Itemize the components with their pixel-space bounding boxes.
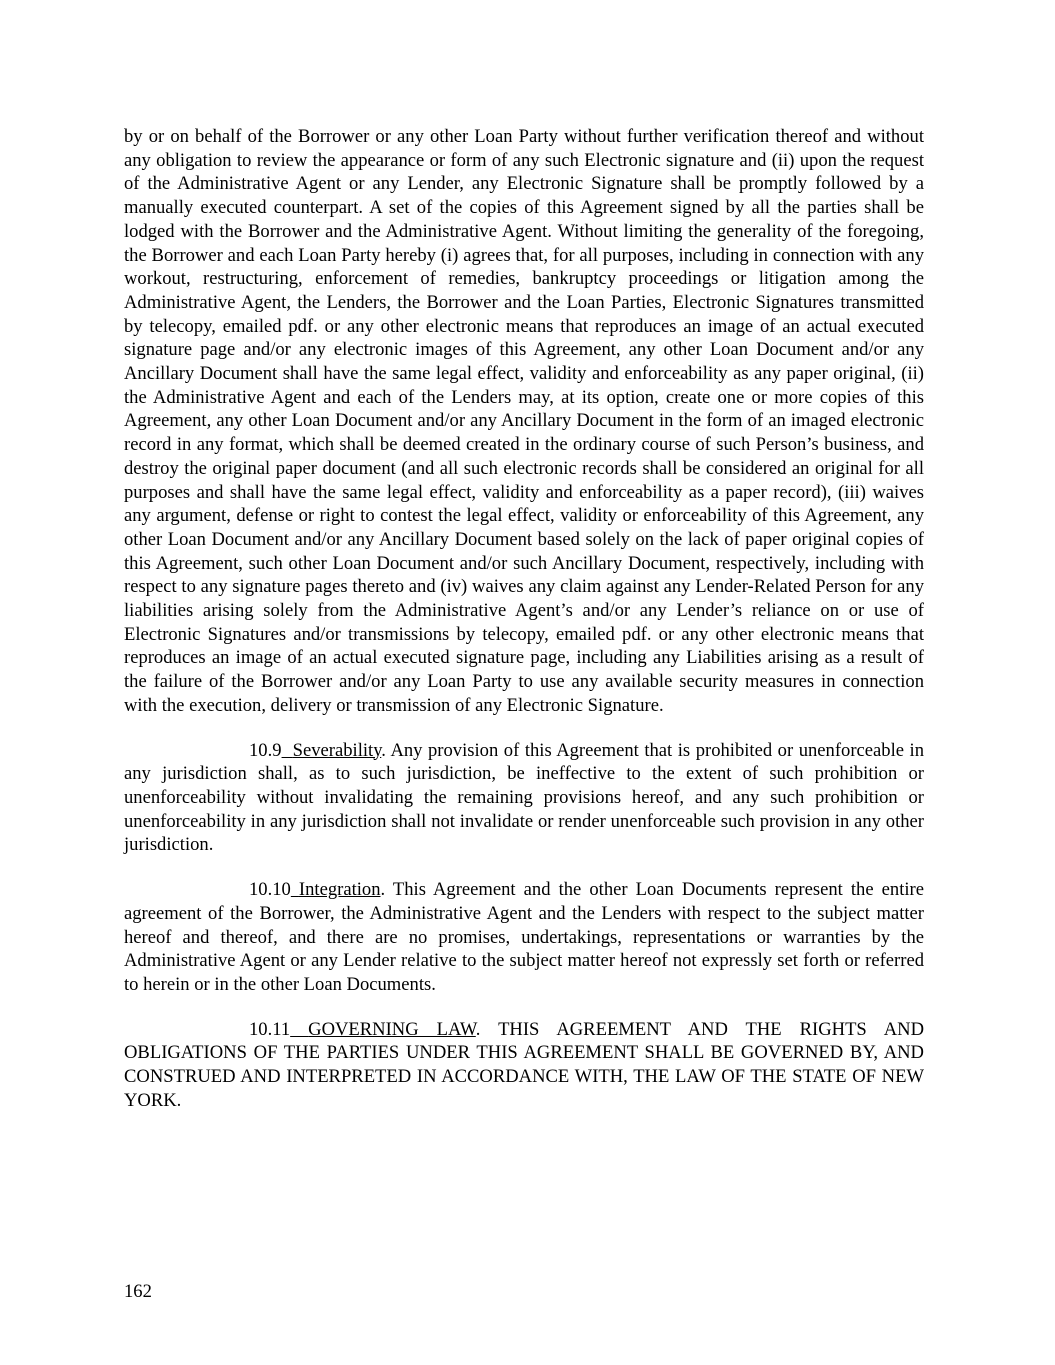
section-10-11: [124, 1018, 924, 1113]
section-body: . THIS AGREEMENT AND THE RIGHTS AND OBLIGATIONS OF THE PARTIES UNDER THIS AGREEMENT SHALL BE GOVERNED BY, AND CONSTRUED AND INTERPRETED IN ACCORDANCE WITH, THE LAW OF THE STATE OF NEW YORK.: [124, 1018, 925, 1111]
section-title: GOVERNING LAW: [308, 1018, 476, 1040]
section-10-9: [124, 739, 924, 858]
page-number: 162: [124, 1281, 152, 1302]
section-title: Severability: [292, 739, 382, 761]
section-gap: [290, 1019, 308, 1040]
continuation-paragraph: by or on behalf of the Borrower or any other Loan Party without further verification thereof and without any obligation to review the appearance or form of any such Electronic signature and (ii) upon the request of the Administrative Agent or any Lender, any Electronic Signature shall be promptly followed by a manually executed counterpart. A set of the copies of this Agreement signed by all the parties shall be lodged with the Borrower and the Administrative Agent. Without limiting the generality of the foregoing, the Borrower and each Loan Party hereby (i) agrees that, for all purposes, including in connection with any workout, restructuring, enforcement of remedies, bankruptcy proceedings or litigation among the Administrative Agent, the Lenders, the Borrower and the Loan Parties, Electronic Signatures transmitted by telecopy, emailed pdf. or any other electronic means that reproduces an image of an actual executed signature page and/or any electronic images of this Agreement, any other Loan Document and/or any Ancillary Document shall have the same legal effect, validity and enforceability as any paper original, (ii) the Administrative Agent and each of the Lenders may, at its option, create one or more copies of this Agreement, any other Loan Document and/or any Ancillary Document in the form of an imaged electronic record in any format, which shall be deemed created in the ordinary course of such Person’s business, and destroy the original paper document (and all such electronic records shall be considered an original for all purposes and shall have the same legal effect, validity and enforceability as a paper record), (iii) waives any argument, defense or right to contest the legal effect, validity or enforceability of this Agreement, any other Loan Document and/or any Ancillary Document based solely on the lack of paper original copies of this Agreement, such other Loan Document and/or such Ancillary Document, respectively, including with respect to any signature pages thereto and (iv) waives any claim against any Lender-Related Person for any liabilities arising solely from the Administrative Agent’s and/or any Lender’s reliance on or use of Electronic Signatures and/or transmissions by telecopy, emailed pdf. or any other electronic means that reproduces an image of an actual executed signature page, including any Liabilities arising as a result of the failure of the Borrower and/or any Loan Party to use any available security measures in connection with the execution, delivery or transmission of any Electronic Signature.: [124, 126, 924, 716]
section-number: 10.10: [249, 879, 291, 901]
document-body: [124, 125, 924, 1133]
section-gap: [291, 879, 299, 900]
section-number: 10.9: [249, 739, 282, 761]
section-title: Integration: [298, 879, 381, 901]
section-10-10: [124, 878, 924, 997]
section-gap: [282, 740, 293, 761]
section-body: . Any provision of this Agreement that is prohibited or unenforceable in any jurisdiction shall, as to such jurisdiction, be ineffective to the extent of such prohibition or unenforceability without invalidating the remaining provisions hereof, and any such prohibition or unenforceability in any jurisdiction shall not invalidate or render unenforceable such provision in any other jurisdiction.: [124, 739, 924, 856]
section-number: 10.11: [249, 1018, 291, 1040]
section-body: . This Agreement and the other Loan Documents represent the entire agreement of the Borrower, the Administrative Agent and the Lenders with respect to the subject matter hereof and thereof, and there are no promises, undertakings, representations or warranties by the Administrative Agent or any Lender relative to the subject matter hereof not expressly set forth or referred to herein or in the other Loan Documents.: [124, 879, 924, 995]
